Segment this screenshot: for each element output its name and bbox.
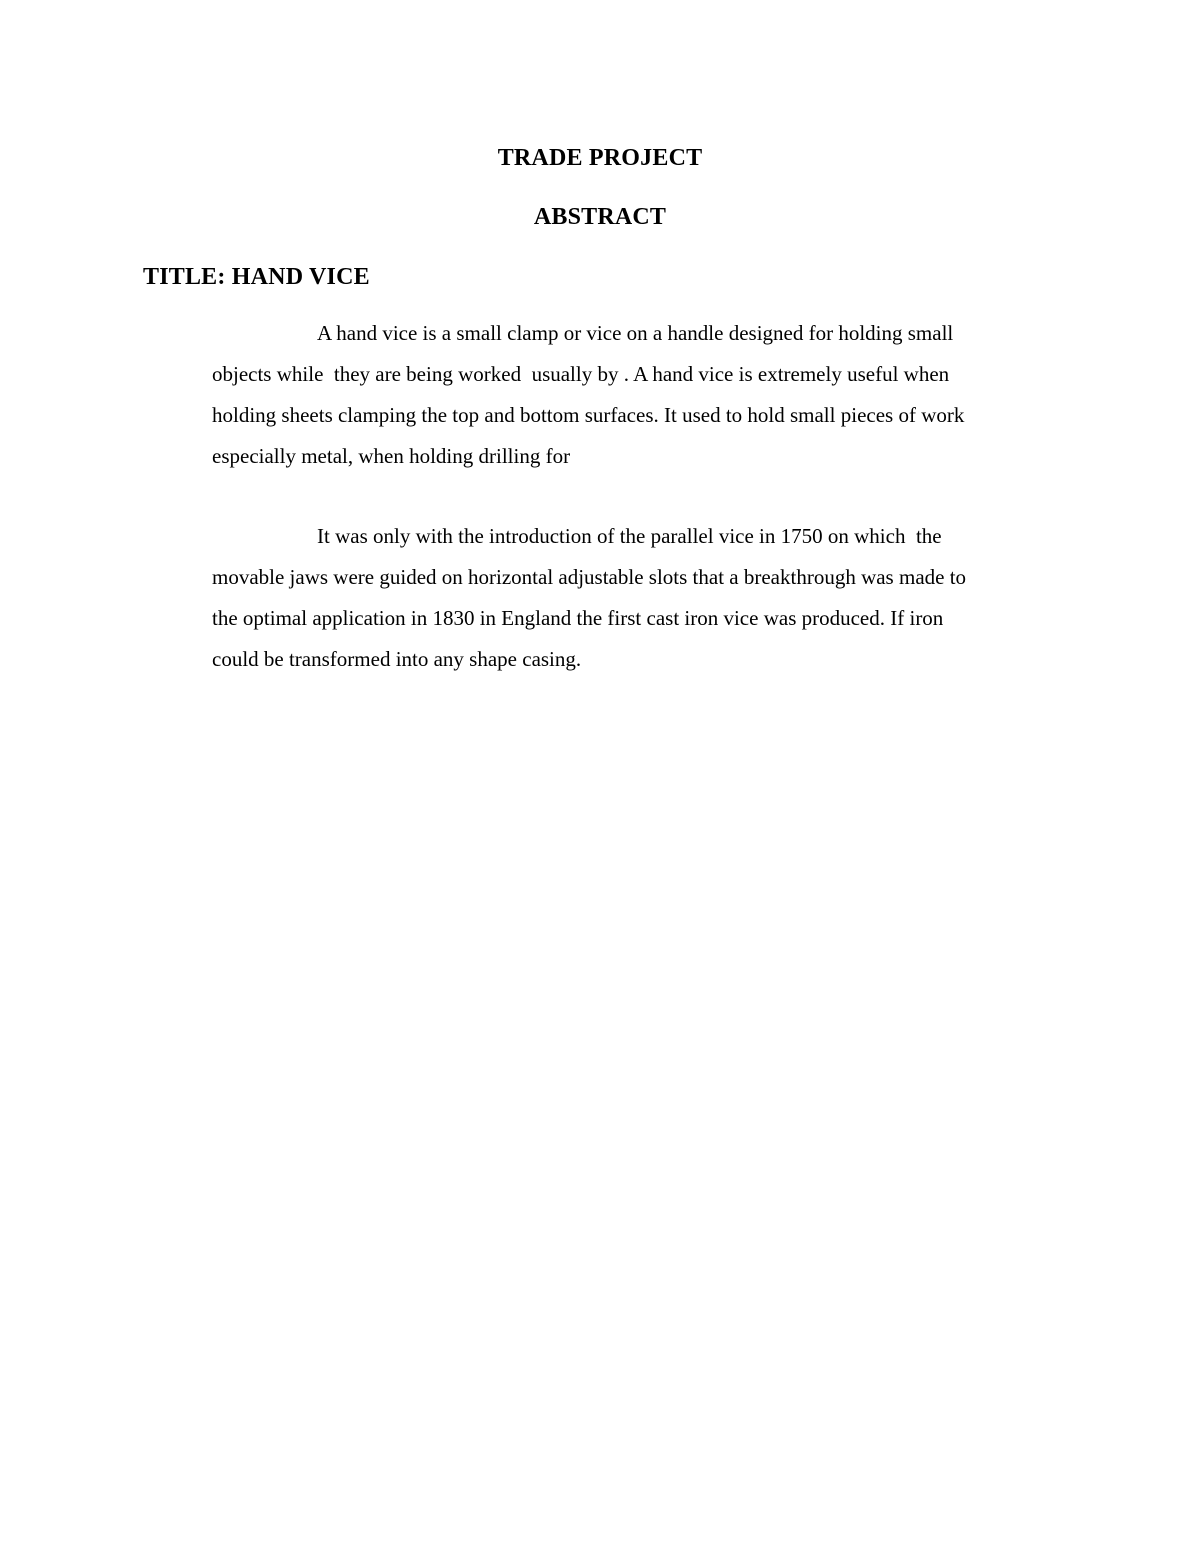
- paragraph-line: could be transformed into any shape casing.: [212, 647, 582, 671]
- document-title: TRADE PROJECT: [497, 145, 703, 171]
- paragraph-line: It was only with the introduction of the parallel vice in 1750 on which the: [317, 524, 942, 548]
- paragraph-line: holding sheets clamping the top and bottom surfaces. It used to hold small pieces of work: [212, 403, 965, 427]
- abstract-paragraph-1: [212, 313, 1072, 477]
- abstract-paragraph-2: [212, 516, 1072, 680]
- paragraph-line: objects while they are being worked usually by . A hand vice is extremely useful when: [212, 362, 950, 386]
- project-title: TITLE: HAND VICE: [143, 264, 370, 290]
- paragraph-line: A hand vice is a small clamp or vice on a handle designed for holding small: [317, 321, 954, 345]
- paragraph-line: especially metal, when holding drilling for: [212, 444, 571, 468]
- paragraph-line: the optimal application in 1830 in England the first cast iron vice was produced. If iron: [212, 606, 944, 630]
- paragraph-line: movable jaws were guided on horizontal adjustable slots that a breakthrough was made to: [212, 565, 967, 589]
- abstract-heading: ABSTRACT: [533, 204, 667, 230]
